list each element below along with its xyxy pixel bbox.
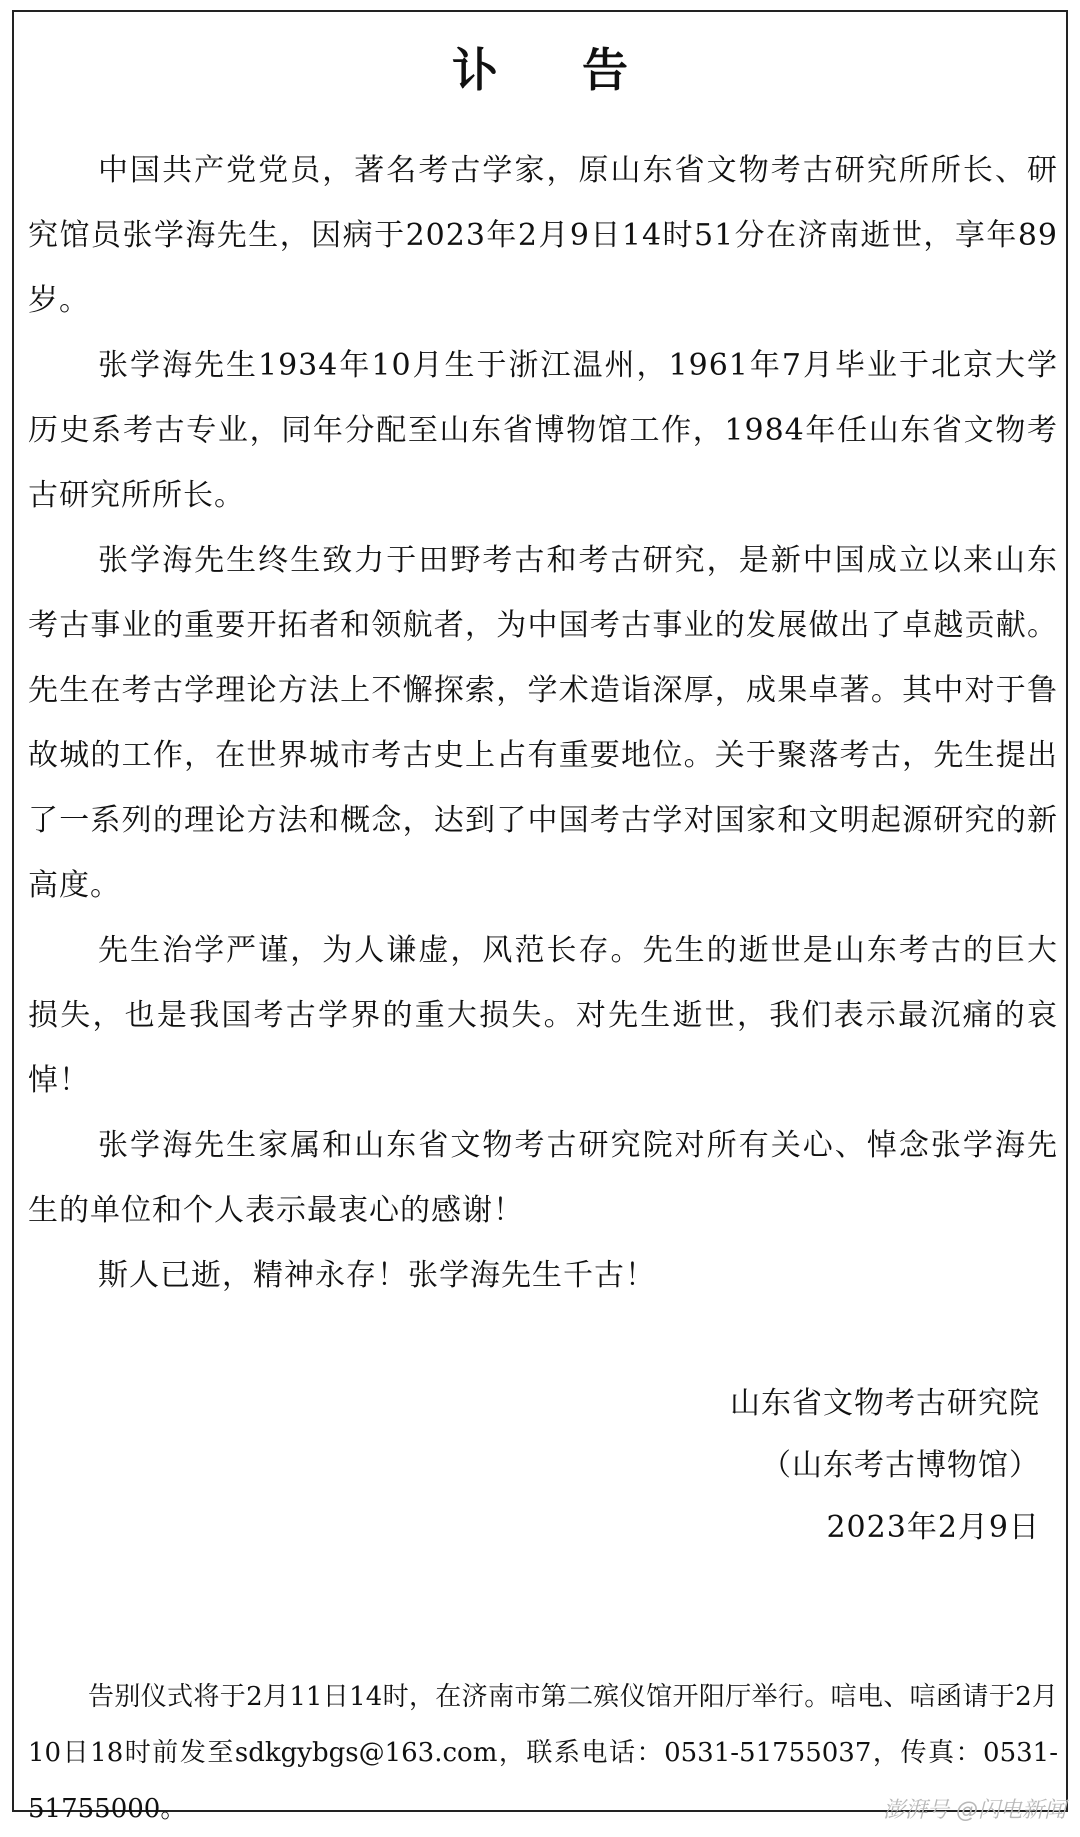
- ceremony-notice: 告别仪式将于2月11日14时，在济南市第二殡仪馆开阳厅举行。唁电、唁函请于2月10日18时前发至sdkgybgs@163.com，联系电话：0531-51755037，传真：0531-51755000。: [28, 1682, 1058, 1824]
- paragraph-intro: 中国共产党党员，著名考古学家，原山东省文物考古研究所所长、研究馆员张学海先生，因病于2023年2月9日14时51分在济南逝世，享年89岁。: [28, 153, 1058, 318]
- page-title: 讣 告: [451, 43, 662, 97]
- signature-block: [540, 1373, 1040, 1559]
- signature-date: 2023年2月9日: [826, 1510, 1040, 1545]
- paragraph-contributions: 张学海先生终生致力于田野考古和考古研究，是新中国成立以来山东考古事业的重要开拓者和领航者，为中国考古事业的发展做出了卓越贡献。先生在考古学理论方法上不懈探索，学术造诣深厚，成果卓著。其中对于鲁故城的工作，在世界城市考古史上占有重要地位。关于聚落考古，先生提出了一系列的理论方法和概念，达到了中国考古学对国家和文明起源研究的新高度。: [28, 543, 1058, 903]
- paragraph-thanks: 张学海先生家属和山东省文物考古研究院对所有关心、悼念张学海先生的单位和个人表示最衷心的感谢！: [28, 1128, 1058, 1228]
- paragraph-farewell: 斯人已逝，精神永存！张学海先生千古！: [98, 1258, 656, 1293]
- paragraph-biography: 张学海先生1934年10月生于浙江温州，1961年7月毕业于北京大学历史系考古专业，同年分配至山东省博物馆工作，1984年任山东省文物考古研究所所长。: [28, 348, 1058, 513]
- signature-org-alt: （山东考古博物馆）: [761, 1448, 1040, 1483]
- paragraph-condolence: 先生治学严谨，为人谦虚，风范长存。先生的逝世是山东考古的巨大损失，也是我国考古学界的重大损失。对先生逝世，我们表示最沉痛的哀悼！: [28, 933, 1058, 1098]
- obituary-body: [28, 138, 1058, 1308]
- watermark: 澎湃号 @闪电新闻: [883, 1798, 1066, 1823]
- signature-org: 山东省文物考古研究院: [730, 1386, 1040, 1421]
